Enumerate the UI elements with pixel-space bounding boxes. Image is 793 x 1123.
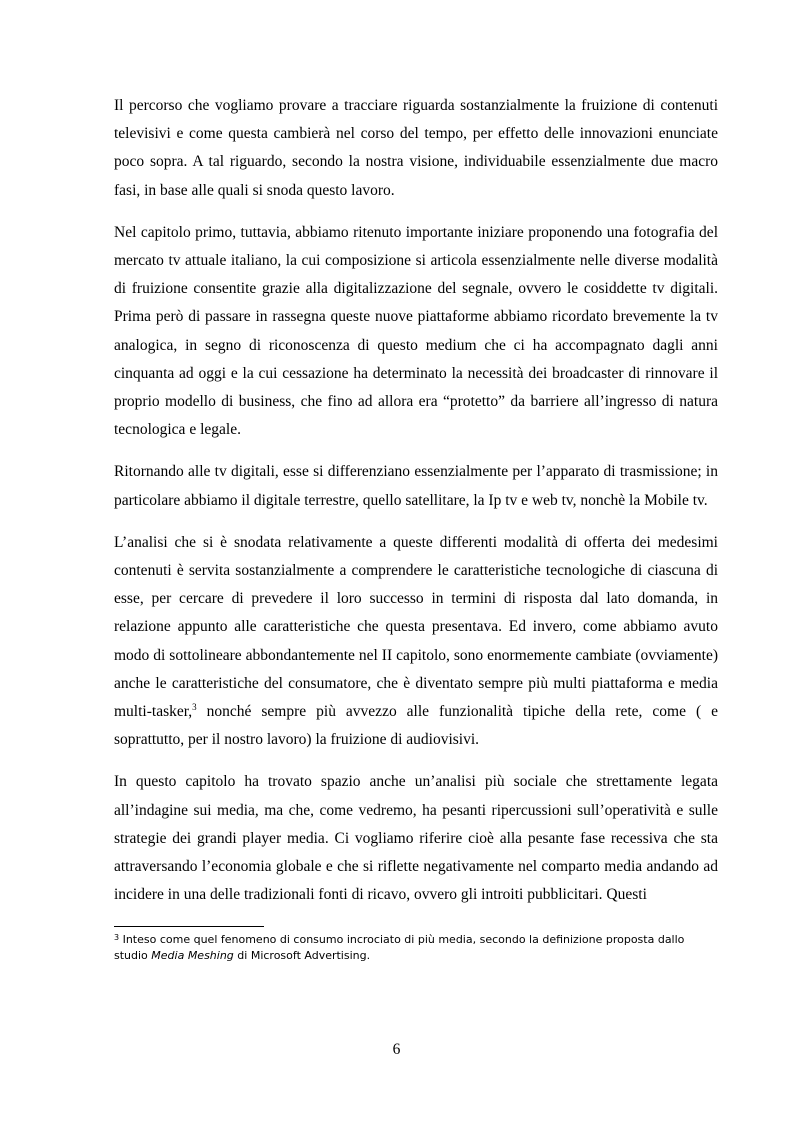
page-number: 6	[392, 1041, 401, 1058]
footnote-reference: 3	[192, 702, 197, 713]
body-text	[114, 92, 718, 909]
footnote-separator	[114, 926, 264, 927]
paragraph-5: In questo capitolo ha trovato spazio anche un’analisi più sociale che strettamente legata all’indagine sui media, ma che, come vedremo, ha pesanti ripercussioni sull’operatività e sulle strategie dei grandi player media. Ci vogliamo riferire cioè alla pesante fase recessiva che sta attraversando l’economia globale e che si riflette negativamente nel comparto media andando ad incidere in una delle tradizionali fonti di ricavo, ovvero gli introiti pubblicitari. Questi	[114, 773, 718, 904]
footnote-text-before: Inteso come quel fenomeno di consumo incrociato di più media, secondo la definizione proposta dallo studio	[114, 933, 685, 962]
paragraph-1: Il percorso che vogliamo provare a tracciare riguarda sostanzialmente la fruizione di contenuti televisivi e come questa cambierà nel corso del tempo, per effetto delle innovazioni enunciate poco sopra. A tal riguardo, secondo la nostra visione, individuabile essenzialmente due macro fasi, in base alle quali si snoda questo lavoro.	[114, 97, 718, 199]
footnote-number: 3	[114, 933, 120, 942]
paragraph-4-text-after-note: nonché sempre più avvezzo alle funzionalità tipiche della rete, come ( e soprattutto, per il nostro lavoro) la fruizione di audiovisivi.	[114, 703, 718, 749]
footnote	[114, 932, 718, 964]
footnote-study-title: Media Meshing	[151, 949, 234, 962]
paragraph-4	[114, 529, 718, 755]
paragraph-2: Nel capitolo primo, tuttavia, abbiamo ritenuto importante iniziare proponendo una fotografia del mercato tv attuale italiano, la cui composizione si articola essenzialmente nelle diverse modalità di fruizione consentite grazie alla digitalizzazione del segnale, ovvero le cosiddette tv digitali. Prima però di passare in rassegna queste nuove piattaforme abbiamo ricordato brevemente la tv analogica, in segno di riconoscenza di questo medium che ci ha accompagnato dagli anni cinquanta ad oggi e la cui cessazione ha determinato la necessità dei broadcaster di rinnovare il proprio modello di business, che fino ad allora era “protetto” da barriere all’ingresso di natura tecnologica e legale.	[114, 223, 718, 439]
footnote-text-after: di Microsoft Advertising.	[233, 949, 371, 962]
paragraph-3: Ritornando alle tv digitali, esse si differenziano essenzialmente per l’apparato di trasmissione; in particolare abbiamo il digitale terrestre, quello satellitare, la Ip tv e web tv, nonchè la Mobile tv.	[114, 463, 718, 509]
paragraph-4-text-before-note: L’analisi che si è snodata relativamente a queste differenti modalità di offerta dei medesimi contenuti è servita sostanzialmente a comprendere le caratteristiche tecnologiche di ciascuna di esse, per cercare di prevedere il loro successo in termini di risposta dal lato domanda, in relazione appunto alle caratteristiche che questa presentava. Ed invero, come abbiamo avuto modo di sottolineare abbondantemente nel II capitolo, sono enormemente cambiate (ovviamente) anche le caratteristiche del consumatore, che è diventato sempre più multi piattaforma e media multi-tasker,	[114, 533, 718, 721]
